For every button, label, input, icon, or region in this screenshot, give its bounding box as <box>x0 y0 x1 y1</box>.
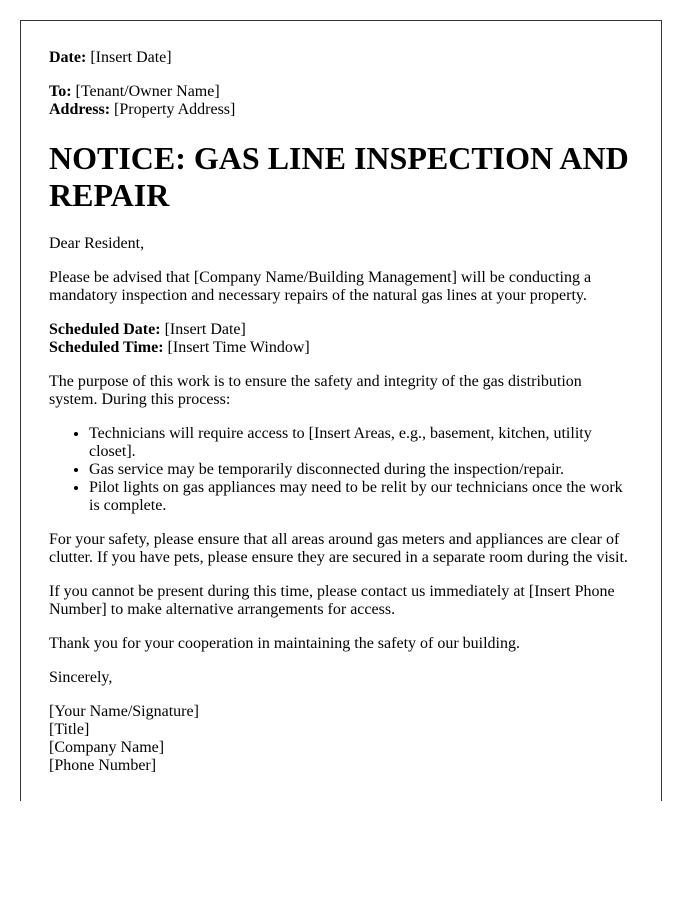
signature-phone: [Phone Number] <box>49 757 157 774</box>
list-item: • Technicians will require access to [Insert Areas, e.g., basement, kitchen, utility closet]. <box>89 425 634 461</box>
scheduled-time-label: Scheduled Time: <box>49 339 164 356</box>
signature-company: [Company Name] <box>49 739 165 756</box>
closing: Sincerely, <box>49 669 113 686</box>
scheduled-date-label: Scheduled Date: <box>49 321 161 338</box>
thanks-paragraph: Thank you for your cooperation in maintaining the safety of our building. <box>49 635 520 652</box>
date-value: [Insert Date] <box>86 49 172 66</box>
letter-container <box>20 20 662 801</box>
schedule-block <box>49 321 634 357</box>
signature-name: [Your Name/Signature] <box>49 703 199 720</box>
scheduled-time-value: [Insert Time Window] <box>163 339 310 356</box>
notice-title: NOTICE: GAS LINE INSPECTION AND REPAIR <box>49 140 629 213</box>
recipient-block <box>49 83 634 119</box>
to-value: [Tenant/Owner Name] <box>71 83 220 100</box>
list-item: • Gas service may be temporarily disconnected during the inspection/repair. <box>89 461 634 479</box>
safety-paragraph: For your safety, please ensure that all areas around gas meters and appliances are clear of clutter. If you have pets, please ensure they are secured in a separate room during the visit. <box>49 531 628 566</box>
address-label: Address: <box>49 101 111 118</box>
address-line <box>49 101 634 119</box>
scheduled-date-line <box>49 321 634 339</box>
signature-title: [Title] <box>49 721 90 738</box>
date-label: Date: <box>49 49 87 66</box>
to-label: To: <box>49 83 72 100</box>
list-item: • Pilot lights on gas appliances may need to be relit by our technicians once the work is complete. <box>89 479 634 515</box>
purpose-paragraph: The purpose of this work is to ensure the safety and integrity of the gas distribution system. During this process: <box>49 373 582 408</box>
signature-block <box>49 703 634 775</box>
date-line <box>49 49 634 67</box>
to-line <box>49 83 634 101</box>
salutation: Dear Resident, <box>49 235 145 252</box>
scheduled-date-value: [Insert Date] <box>160 321 246 338</box>
scheduled-time-line <box>49 339 634 357</box>
contact-paragraph: If you cannot be present during this time, please contact us immediately at [Insert Phone Number] to make alternative arrangements for access. <box>49 583 615 618</box>
address-value: [Property Address] <box>110 101 236 118</box>
intro-paragraph: Please be advised that [Company Name/Building Management] will be conducting a mandatory inspection and necessary repairs of the natural gas lines at your property. <box>49 269 592 304</box>
process-list <box>49 425 634 515</box>
